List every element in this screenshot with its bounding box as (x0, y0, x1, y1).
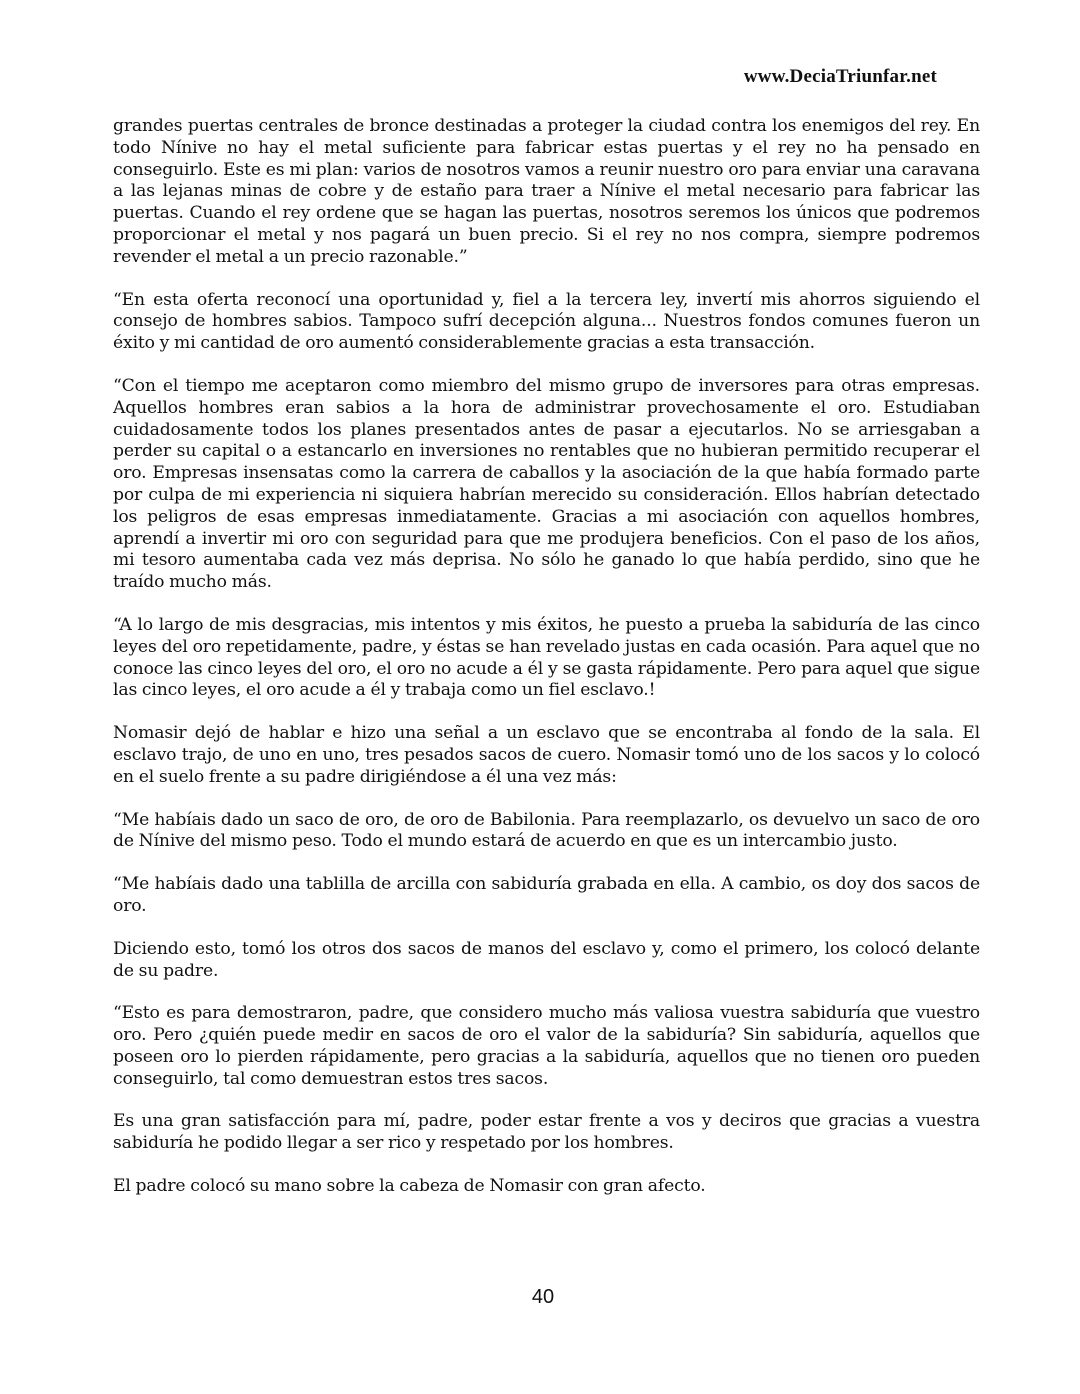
paragraph: “Me habíais dado una tablilla de arcilla con sabiduría grabada en ella. A cambio, os doy dos sacos de oro. (113, 874, 980, 916)
paragraph: Diciendo esto, tomó los otros dos sacos de manos del esclavo y, como el primero, los colocó delante de su padre. (113, 938, 980, 981)
paragraph: “Esto es para demostraron, padre, que considero mucho más valiosa vuestra sabiduría que vuestro oro. Pero ¿quién puede medir en sacos de oro el valor de la sabiduría? Sin sabiduría, aquellos que poseen oro lo pierden rápidamente, pero gracias a la sabiduría, aquellos que no tienen oro pueden conseguirlo, tal como demuestran estos tres sacos. (113, 1003, 980, 1089)
paragraph: “Con el tiempo me aceptaron como miembro del mismo grupo de inversores para otras empresas. Aquellos hombres eran sabios a la hora de administrar provechosamente el oro. Estudiaban cuidadosamente todos los planes presentados antes de pasar a ejecutarlos. No se arriesgaban a perder su capital o a estancarlo en inversiones no rentables que no hubieran permitido recuperar el oro. Empresas insensatas como la carrera de caballos y la asociación de la que había formado parte por culpa de mi experiencia ni siquiera habrían merecido su consideración. Ellos habrían detectado los peligros de esas empresas inmediatamente. Gracias a mi asociación con aquellos hombres, aprendí a invertir mi oro con seguridad para que me produjera beneficios. Con el paso de los años, mi tesoro aumentaba cada vez más deprisa. No sólo he ganado lo que había perdido, sino que he traído mucho más. (113, 375, 980, 593)
paragraph: El padre colocó su mano sobre la cabeza de Nomasir con gran afecto. (113, 1176, 706, 1197)
paragraph: “Me habíais dado un saco de oro, de oro de Babilonia. Para reemplazarlo, os devuelvo un saco de oro de Nínive del mismo peso. Todo el mundo estará de acuerdo en que es un intercambio justo. (113, 809, 980, 852)
paragraph: grandes puertas centrales de bronce destinadas a proteger la ciudad contra los enemigos del rey. En todo Nínive no hay el metal suficiente para fabricar estas puertas y el rey no ha pensado en conseguirlo. Este es mi plan: varios de nosotros vamos a reunir nuestro oro para enviar una caravana a las lejanas minas de cobre y de estaño para traer a Nínive el metal necesario para fabricar las puertas. Cuando el rey ordene que se hagan las puertas, nosotros seremos los únicos que podremos proporcionar el metal y nos pagará un buen precio. Si el rey no nos compra, siempre podremos revender el metal a un precio razonable.” (113, 116, 980, 267)
site-header: www.DeciaTriunfar.net (743, 66, 937, 87)
body-text (113, 116, 980, 1219)
page-number: 40 (531, 1286, 555, 1308)
paragraph: “A lo largo de mis desgracias, mis intentos y mis éxitos, he puesto a prueba la sabiduría de las cinco leyes del oro repetidamente, padre, y éstas se han revelado justas en cada ocasión. Para aquel que no conoce las cinco leyes del oro, el oro no acude a él y se gasta rápidamente. Pero para aquel que sigue las cinco leyes, el oro acude a él y trabaja como un fiel esclavo.! (113, 614, 980, 701)
paragraph: “En esta oferta reconocí una oportunidad y, fiel a la tercera ley, invertí mis ahorros siguiendo el consejo de hombres sabios. Tampoco sufrí decepción alguna... Nuestros fondos comunes fueron un éxito y mi cantidad de oro aumentó considerablemente gracias a esta transacción. (113, 289, 980, 354)
paragraph: Nomasir dejó de hablar e hizo una señal a un esclavo que se encontraba al fondo de la sala. El esclavo trajo, de uno en uno, tres pesados sacos de cuero. Nomasir tomó uno de los sacos y lo colocó en el suelo frente a su padre dirigiéndose a él una vez más: (113, 723, 980, 787)
paragraph: Es una gran satisfacción para mí, padre, poder estar frente a vos y deciros que gracias a vuestra sabiduría he podido llegar a ser rico y respetado por los hombres. (113, 1111, 980, 1154)
